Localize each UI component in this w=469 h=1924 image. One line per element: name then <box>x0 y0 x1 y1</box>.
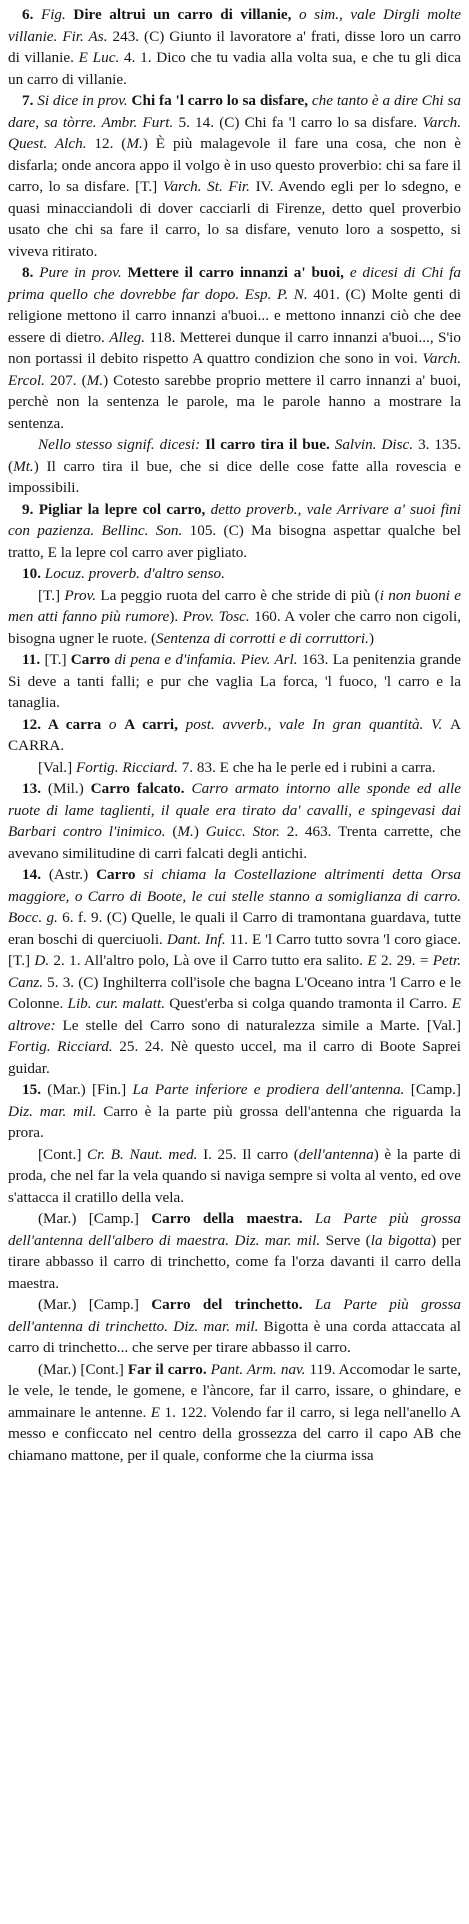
body-text: Le stelle del Carro sono di naturalezza simile a Marte. [Val.] <box>62 1016 462 1034</box>
italic-text: La Parte più grossa dell'antenna dell'albero di maestra. Diz. mar. mil. <box>8 1210 461 1249</box>
body-text: ) Cotesto sarebbe proprio mettere il carro innanzi a' buoi, perchè non la sentenza le parole, ma le parole hanno a mostrare la sentenza. <box>8 371 461 432</box>
body-text: ) <box>193 823 206 840</box>
headword: 15. <box>22 1081 48 1098</box>
italic-text: Petr. Canz. <box>8 952 462 991</box>
italic-text: Prov. <box>64 586 101 604</box>
italic-text: Cr. B. Naut. med. <box>87 1145 204 1163</box>
headword: 11. <box>22 651 45 668</box>
italic-text: Sentenza di corrotti e di corruttori. <box>156 629 369 647</box>
italic-text: E altrove: <box>8 995 461 1034</box>
body-text: ) Il carro tira il bue, che si dice delle cose fatte alla rovescia e impossibili. <box>8 457 461 496</box>
body-text: (Mar.) [Camp.] <box>38 1296 152 1313</box>
italic-text: dell'antenna <box>298 1145 374 1163</box>
body-text: 243. (C) Giunto il lavoratore a' frati, disse loro un carro di villanie. <box>8 27 462 66</box>
body-text: 2. 463. Trenta carrette, che avevano similitudine di carri falcati degli antichi. <box>8 823 462 862</box>
entry-10-continuation <box>8 585 461 650</box>
italic-text: i non buoni e men atti fanno più rumore <box>8 586 462 625</box>
entry-12-continuation <box>8 757 461 779</box>
entry-15-carro-della-maestra <box>8 1208 461 1294</box>
body-text: ) è la parte di proda, che nel far la vela quando si naviga sempre si volta al vento, ed ove s'attacca il cratillo della vela. <box>8 1145 462 1206</box>
italic-text: M. <box>86 371 104 389</box>
body-text: 5. 3. (C) Inghilterra coll'isole che bagna L'Oceano intra 'l Carro e le Colonne. <box>8 973 461 1012</box>
body-text: 160. A voler che carro non cigoli, bisogna ugner le ruote. ( <box>8 608 462 647</box>
italic-text: che tanto è a dire Chi sa dare, sa tòrre. Ambr. Furt. <box>8 92 461 131</box>
italic-text: Fig. <box>40 6 74 23</box>
entry-9 <box>8 499 461 564</box>
body-text: [Cont.] <box>38 1145 88 1163</box>
headword: Pigliar la lepre col carro, <box>38 500 211 518</box>
italic-text: La Parte più grossa dell'antenna di trinchetto. Diz. mar. mil. <box>8 1296 461 1335</box>
headword: A carri, <box>124 715 186 733</box>
body-text: 4. 1. Dico che tu vadia alla volta sua, e che tu gli dica un carro di villanie. <box>8 49 461 88</box>
italic-text: Varch. Quest. Alch. <box>8 113 462 152</box>
body-text: A CARRA. <box>8 715 461 754</box>
body-text: 1. 122. Volendo far il carro, si lega nell'anello A messo e conficcato nel centro della grossezza del carro il capo AB che chiamano mattone, per il quale, conforme che la ciurma issa <box>8 1403 462 1464</box>
body-text: ). <box>169 608 183 625</box>
body-text: (Mar.) [Camp.] <box>38 1210 152 1227</box>
italic-text: Diz. mar. mil. <box>8 1102 104 1120</box>
headword: Carro <box>70 651 115 668</box>
headword: Carro falcato. <box>90 780 192 797</box>
italic-text: detto proverb., vale Arrivare a' suoi fini con pazienza. Bellinc. Son. <box>8 500 461 539</box>
italic-text: Si dice in prov. <box>37 92 132 109</box>
italic-text: E <box>150 1403 165 1421</box>
italic-text: o sim., vale Dirgli molte villanie. Fir. As. <box>8 6 462 45</box>
italic-text: o <box>108 715 125 733</box>
italic-text: M. <box>177 823 194 840</box>
body-text: 118. Metterei dunque il carro innanzi a'buoi..., S'io non portassi il debito rispetto A quattro condizion che sono in voi. <box>8 328 461 367</box>
body-text: ( <box>172 823 178 840</box>
italic-text: Salvin. Disc. <box>334 436 419 453</box>
body-text: 6. f. 9. (C) Quelle, le quali il Carro di tramontana guardava, tutte eran boschi di querciuoli. <box>8 909 461 948</box>
entry-15-far-il-carro <box>8 1359 461 1467</box>
body-text: 401. (C) Molte genti di religione mettono il carro innanzi a'buoi... e mettono innanzi ciò che dee essere di dietro. <box>8 285 461 346</box>
body-text: La peggio ruota del carro è che stride di più ( <box>100 586 380 604</box>
italic-text: D. <box>34 952 54 969</box>
body-text: ) È più malagevole il fare una cosa, che non è disfarla; onde ancora appo il volgo è in uso questo proverbio: chi sa fare il carro, lo sa disfare. [T.] <box>8 135 461 195</box>
body-text: Quest'erba si colga quando tramonta il Carro. <box>169 995 452 1012</box>
body-text: I. 25. Il carro ( <box>203 1145 299 1163</box>
body-text: Serve ( <box>325 1231 371 1249</box>
italic-text: E <box>367 952 381 969</box>
italic-text: la bigotta <box>370 1231 432 1249</box>
body-text: 119. Accomodar le sarte, le vele, le tende, le gomene, e l'àncore, far il carro, issare, o ghindare, e ammainare le antenne. <box>8 1360 461 1421</box>
headword: Chi fa 'l carro lo sa disfare, <box>131 92 312 109</box>
body-text: (Mar.) [Fin.] <box>47 1081 133 1098</box>
italic-text: Pure in prov. <box>39 264 128 281</box>
headword: Carro <box>96 866 144 883</box>
italic-text: Alleg. <box>109 328 150 346</box>
headword: Il carro tira il bue. <box>205 436 335 453</box>
headword: 6. <box>22 6 41 23</box>
body-text: Carro è la parte più grossa dell'antenna che riguarda la prora. <box>8 1102 462 1141</box>
body-text: 11. E 'l Carro tutto sovra 'l coro giace. [T.] <box>8 930 461 969</box>
headword: 13. <box>22 780 48 797</box>
headword: 14. <box>22 866 49 883</box>
entry-8 <box>8 262 461 434</box>
body-text: (Mil.) <box>47 780 91 797</box>
italic-text: si chiama la Costellazione altrimenti detta Orsa maggiore, o Carro di Boote, le cui stelle stanno a somiglianza di carro. Bocc. g. <box>8 866 461 926</box>
headword: A carra <box>47 715 109 733</box>
entry-12 <box>8 714 461 757</box>
italic-text: post. avverb., vale In gran quantità. V. <box>185 715 451 733</box>
italic-text: Locuz. proverb. d'altro senso. <box>44 565 225 582</box>
entry-11 <box>8 649 461 714</box>
entry-13 <box>8 778 461 864</box>
headword: 9. <box>22 500 39 518</box>
italic-text: Mt. <box>13 457 34 475</box>
entry-15-carro-del-trinchetto <box>8 1294 461 1359</box>
body-text: ) <box>368 629 375 647</box>
body-text: 7. 83. E che ha le perle ed i rubini a carra. <box>181 758 436 776</box>
body-text: (Astr.) <box>48 866 97 883</box>
italic-text: Nello stesso signif. dicesi: <box>38 436 206 453</box>
italic-text: E Luc. <box>78 49 124 66</box>
body-text: IV. Avendo egli per lo sdegno, e quasi minacciandoli di dover cacciarli di Firenze, detto quel proverbio usato che chi sa fare il carro, lo sa disfare, venuto loro a sospetto, si viveva ritirato. <box>8 178 461 260</box>
body-text: [Camp.] <box>410 1081 461 1098</box>
italic-text: Fortig. Ricciard. <box>8 1038 120 1055</box>
body-text: 2. 29. = <box>380 952 433 969</box>
body-text: 3. 135. ( <box>8 436 462 475</box>
headword: Far il carro. <box>127 1360 211 1378</box>
body-text: 5. 14. (C) Chi fa 'l carro lo sa disfare. <box>178 113 423 131</box>
body-text: (Mar.) [Cont.] <box>38 1360 128 1378</box>
body-text: [T.] <box>44 651 71 668</box>
headword: Carro della maestra. <box>151 1210 315 1227</box>
body-text: 207. ( <box>50 371 87 389</box>
italic-text: Dant. Inf. <box>166 930 230 948</box>
headword: 12. <box>22 715 48 733</box>
body-text: [T.] <box>38 586 65 604</box>
headword: Carro del trinchetto. <box>151 1296 315 1313</box>
body-text: ) per tirare abbasso il carro di trinchetto, come fa l'orza davanti il carro della maestra. <box>8 1231 462 1292</box>
italic-text: Carro armato intorno alle sponde ed alle ruote di lame taglienti, il quale era tirato da' cavalli, e spingevasi dai Barbari contro l'inimico. <box>8 780 461 840</box>
entry-7 <box>8 90 461 262</box>
entry-10 <box>8 563 461 585</box>
italic-text: Fortig. Ricciard. <box>75 758 182 776</box>
italic-text: Lib. cur. malatt. <box>67 995 170 1012</box>
italic-text: Pant. Arm. nav. <box>210 1360 310 1378</box>
italic-text: Guicc. Stor. <box>205 823 287 840</box>
body-text: Bigotta è una corda attaccata al carro di trinchetto... che serve per tirare abbasso il carro. <box>8 1317 461 1356</box>
body-text: 25. 24. Nè questo uccel, ma il carro di Boote Saprei guidar. <box>8 1038 461 1077</box>
body-text: 105. (C) Ma bisogna aspettar qualche bel tratto, E la lepre col carro aver pigliato. <box>8 522 461 561</box>
headword: Mettere il carro innanzi a' buoi, <box>127 264 350 281</box>
italic-text: Varch. St. Fir. <box>162 178 256 195</box>
headword: 7. <box>22 92 38 109</box>
italic-text: e dicesi di Chi fa prima quello che dovrebbe far dopo. Esp. P. N. <box>8 264 461 303</box>
body-text: 2. 1. All'altro polo, Là ove il Carro tutto era salito. <box>53 952 368 969</box>
headword: 10. <box>22 565 45 582</box>
italic-text: Varch. Ercol. <box>8 350 461 389</box>
body-text: [Val.] <box>38 758 76 776</box>
italic-text: di pena e d'infamia. Piev. Arl. <box>114 651 302 668</box>
italic-text: M. <box>126 135 143 152</box>
headword: 8. <box>22 264 40 281</box>
entry-6 <box>8 4 461 90</box>
entry-15-continuation <box>8 1144 461 1209</box>
italic-text: La Parte inferiore e prodiera dell'antenna. <box>132 1081 411 1098</box>
body-text: 163. La penitenzia grande Si deve a tanti falli; e pur che vaglia La forca, 'l fuoco, 'l carro e la tanaglia. <box>8 651 461 711</box>
entry-8-continuation <box>8 434 461 499</box>
entry-14 <box>8 864 461 1079</box>
entry-15 <box>8 1079 461 1144</box>
italic-text: Prov. Tosc. <box>182 608 255 625</box>
body-text: 12. ( <box>94 135 127 152</box>
headword: Dire altrui un carro di villanie, <box>73 6 299 23</box>
